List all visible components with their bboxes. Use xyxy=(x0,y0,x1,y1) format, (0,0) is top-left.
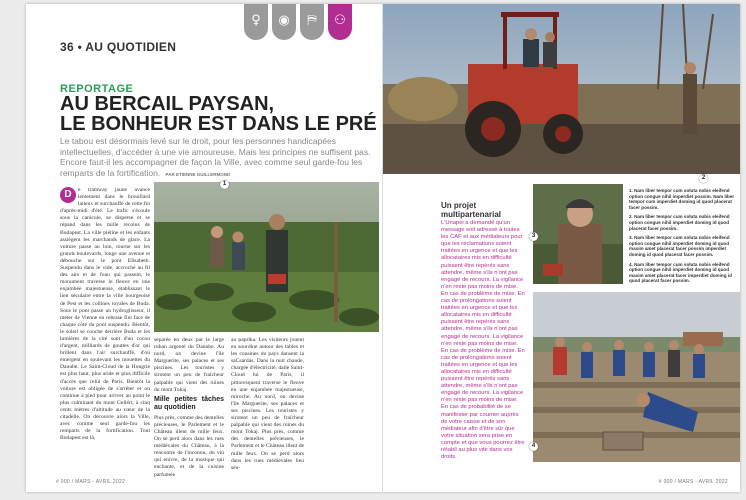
photo-captions xyxy=(629,188,735,288)
headline-line-2: LE BONHEUR EST DANS LE PRÉ xyxy=(60,113,377,135)
photo-number-badge: 1 xyxy=(220,180,229,189)
photo-number-badge-4: 4 xyxy=(529,442,538,451)
column-3-text: au paprika. Les visiteurs jouent en sourdine autour des tables et les cousines du pays dansent la saCsárdás. Dans la nuit chaude, chargée d'électricité, dalle Saint-Cloud lui de Paris, il pittoresquent traverse le fleuve en une enjambée majestueuse, miroche. Au nord, on devine l'île Marguerite, ses palaces et ses piscines. Les touristes y sirotent un peu de fraîcheur palpable qui vient des ruines du mont Tokaj. Plus près, comme des dentelles précieuses, le Parlement et le Château illent de mille feux. On se perd alors dans les rues médiévales lieu séu- xyxy=(231,337,304,471)
sidebar-title-line-2: multipartenarial xyxy=(441,210,502,219)
sign-icon[interactable]: ⛿ xyxy=(300,4,324,40)
kicker: REPORTAGE xyxy=(60,83,134,95)
subheading: Mille petites tâches au quotidien xyxy=(154,395,224,411)
headline xyxy=(60,94,380,134)
photo-man-portrait xyxy=(533,184,623,284)
body-column-3 xyxy=(231,337,304,475)
deck-text: Le tabou est désormais levé sur le droit, pour les personnes handicapées intellectuelles, d'accéder à une vie amoureuse. Mais les principes ne suffisent pas. Encore faut-il les accompagner de façon la Ville, avec comme seul garde-fou les remparts de la fortification. xyxy=(60,136,371,178)
tractor-photo-image xyxy=(383,4,740,174)
right-page xyxy=(383,4,740,492)
category-tabs xyxy=(244,4,352,40)
sidebar-title-line-1: Un projet xyxy=(441,201,477,210)
section-header: 36 • AU QUOTIDIEN xyxy=(60,40,177,54)
headline-line-1: AU BERCAIL PAYSAN, xyxy=(60,93,275,115)
body-column-2 xyxy=(154,337,224,478)
byline: PAR ETIENNE GUILLERMOND xyxy=(165,171,231,177)
magazine-spread xyxy=(26,4,740,492)
field-workers-photo-image xyxy=(533,292,740,462)
photo-tractor xyxy=(383,4,740,174)
farm-workers-photo-image xyxy=(154,182,379,332)
article-deck xyxy=(60,136,376,180)
caption-2: 2. Nam liber tempor cum soluta nobis eleifend option congue nihil imperdiet doming id quod placerat facer possim. xyxy=(629,214,730,231)
column-1-text: e tramway jaune avance lentement dans le brouillard laiteux et surchauffé de cette fin d'après-midi d'été. Le trafic s'écoule sous la canicule, se disperse et se répand dans les mille recoins de Budapest. La ville piétine et les enfants assiègent les marchands de glace. La voiture passe au loin, tourne sur les grands boulevards, longe une avenue et débouche sur le pont Elisabeth. Suspendu dans le vide, accroché au fil des airs et de l'eau qui passent, le monument traverse le fleuve en une enjambée majestueuse, établissant le lien séculaire entre la ville bourgeoise de Pest et les collines royales de Buda. Sous le pont passe un hydroglisseur, il méter de Vienne en rebrase fini face de chaque côté du pont suspendu. Bientôt, le soleil se couche derrière Buda et les lumières de la cité sont d'un cocon d'argent, milliards de gouttes d'or qui brillent dans l'air surchauffé, d'où émergent en soulevant les mouettes du Danube. Le Saint-Cloud de la Hongrie est plus haut, plus aride et plus difficile d'accès que celui de Paris. Bientôt la voiture est obligée de s'arrêter et on continue à pied pour arriver au point le plus culminant du mont Gellért, à cinq cents mètres d'altitude au cœur de la citadelle. On découvre alors la Ville, avec comme seul garde-fou les remparts de la fortification. Tout Budapest est là, xyxy=(60,187,150,442)
eye-icon[interactable]: ◉ xyxy=(272,4,296,40)
caption-4: 4. Nam liber tempor cum soluta nobis eleifend option congue nihil imperdiet doming id quod maxim amet placerat facer imperdiet doming id quod placerat facer possim. xyxy=(629,261,732,284)
caption-3: 3. Nam liber tempor cum soluta nobis eleifend option congue nihil imperdiet doming id quod maxim amet placerat facer possim imperdiet doming id quod placerat facer possim. xyxy=(629,235,730,257)
dropcap: D xyxy=(60,187,76,203)
photo-number-badge-3: 3 xyxy=(529,232,538,241)
column-2b-text: Plus près, comme des dentelles précieuses, le Parlement et le Château illent de mille feux. On se perd alors dans les rues médiévales du Château, à la rencontre de l'inconnu, du vin qui enivre, de la musique qui enchante, et de la cuisine parfumée xyxy=(154,414,224,478)
people-icon[interactable]: ⚇ xyxy=(328,4,352,40)
sidebar-text: L'Unapei a demandé qu'un message soit adressé à toutes les CAF et aux médiateurs pour que les réclamations soient traitées en urgence et que les allocataires mis en difficulté puissent être repérés sans attendre, même s'ils n'ont pas engagé de recours. La vigilance n'en reste pas moins de mise. En cas de problème de mise. En cas de prolongations soient traitées en urgence et que les allocataires mis en difficulté puissent être repérés sans attendre, même s'ils n'ont pas engagé de recours. La vigilance n'en reste pas moins de mise. En cas de problème de mise. En cas de prolongations soient traitées en urgence et que les allocataires mis en difficulté puissent être repérés sans attendre, même s'ils n'ont pas engagé de recours. La vigilance n'en reste pas moins de mise. En cas de probabilité de se manifester par courrier auprès de votre caisse et de son médiateur afin d'être sûr que votre situation sera prise en compte et que vous pourrez être rétabli au plus vite dans vos droits. xyxy=(441,220,525,461)
man-portrait-photo-image xyxy=(533,184,623,284)
photo-number-badge-2: 2 xyxy=(699,174,708,183)
left-page xyxy=(26,4,383,492)
photo-field-workers xyxy=(533,292,740,462)
folio-left: # 000 / MARS - AVRIL 2022 xyxy=(56,479,126,485)
body-column-1 xyxy=(60,187,150,475)
column-2-text: séparée en deux par le large ruban argenté du Danube. Au nord, on devine l'île Marguerite, ses palaces et ses piscines. Les touristes y sirotent un peu de fraîcheur palpable qui vient des ruines du mont Tokaj. xyxy=(154,337,224,393)
lightbulb-icon[interactable]: ♀ xyxy=(244,4,268,40)
photo-farm-workers xyxy=(154,182,379,332)
folio-right: # 000 / MARS - AVRIL 2022 xyxy=(658,479,728,485)
sidebar-title xyxy=(441,201,501,219)
caption-1: 1. Nam liber tempor cum soluta nobis eleifend option congue nihil imperdiet possim. Nam liber tempor cum imperdiet doming id quod placerat facer possim. xyxy=(629,188,735,210)
